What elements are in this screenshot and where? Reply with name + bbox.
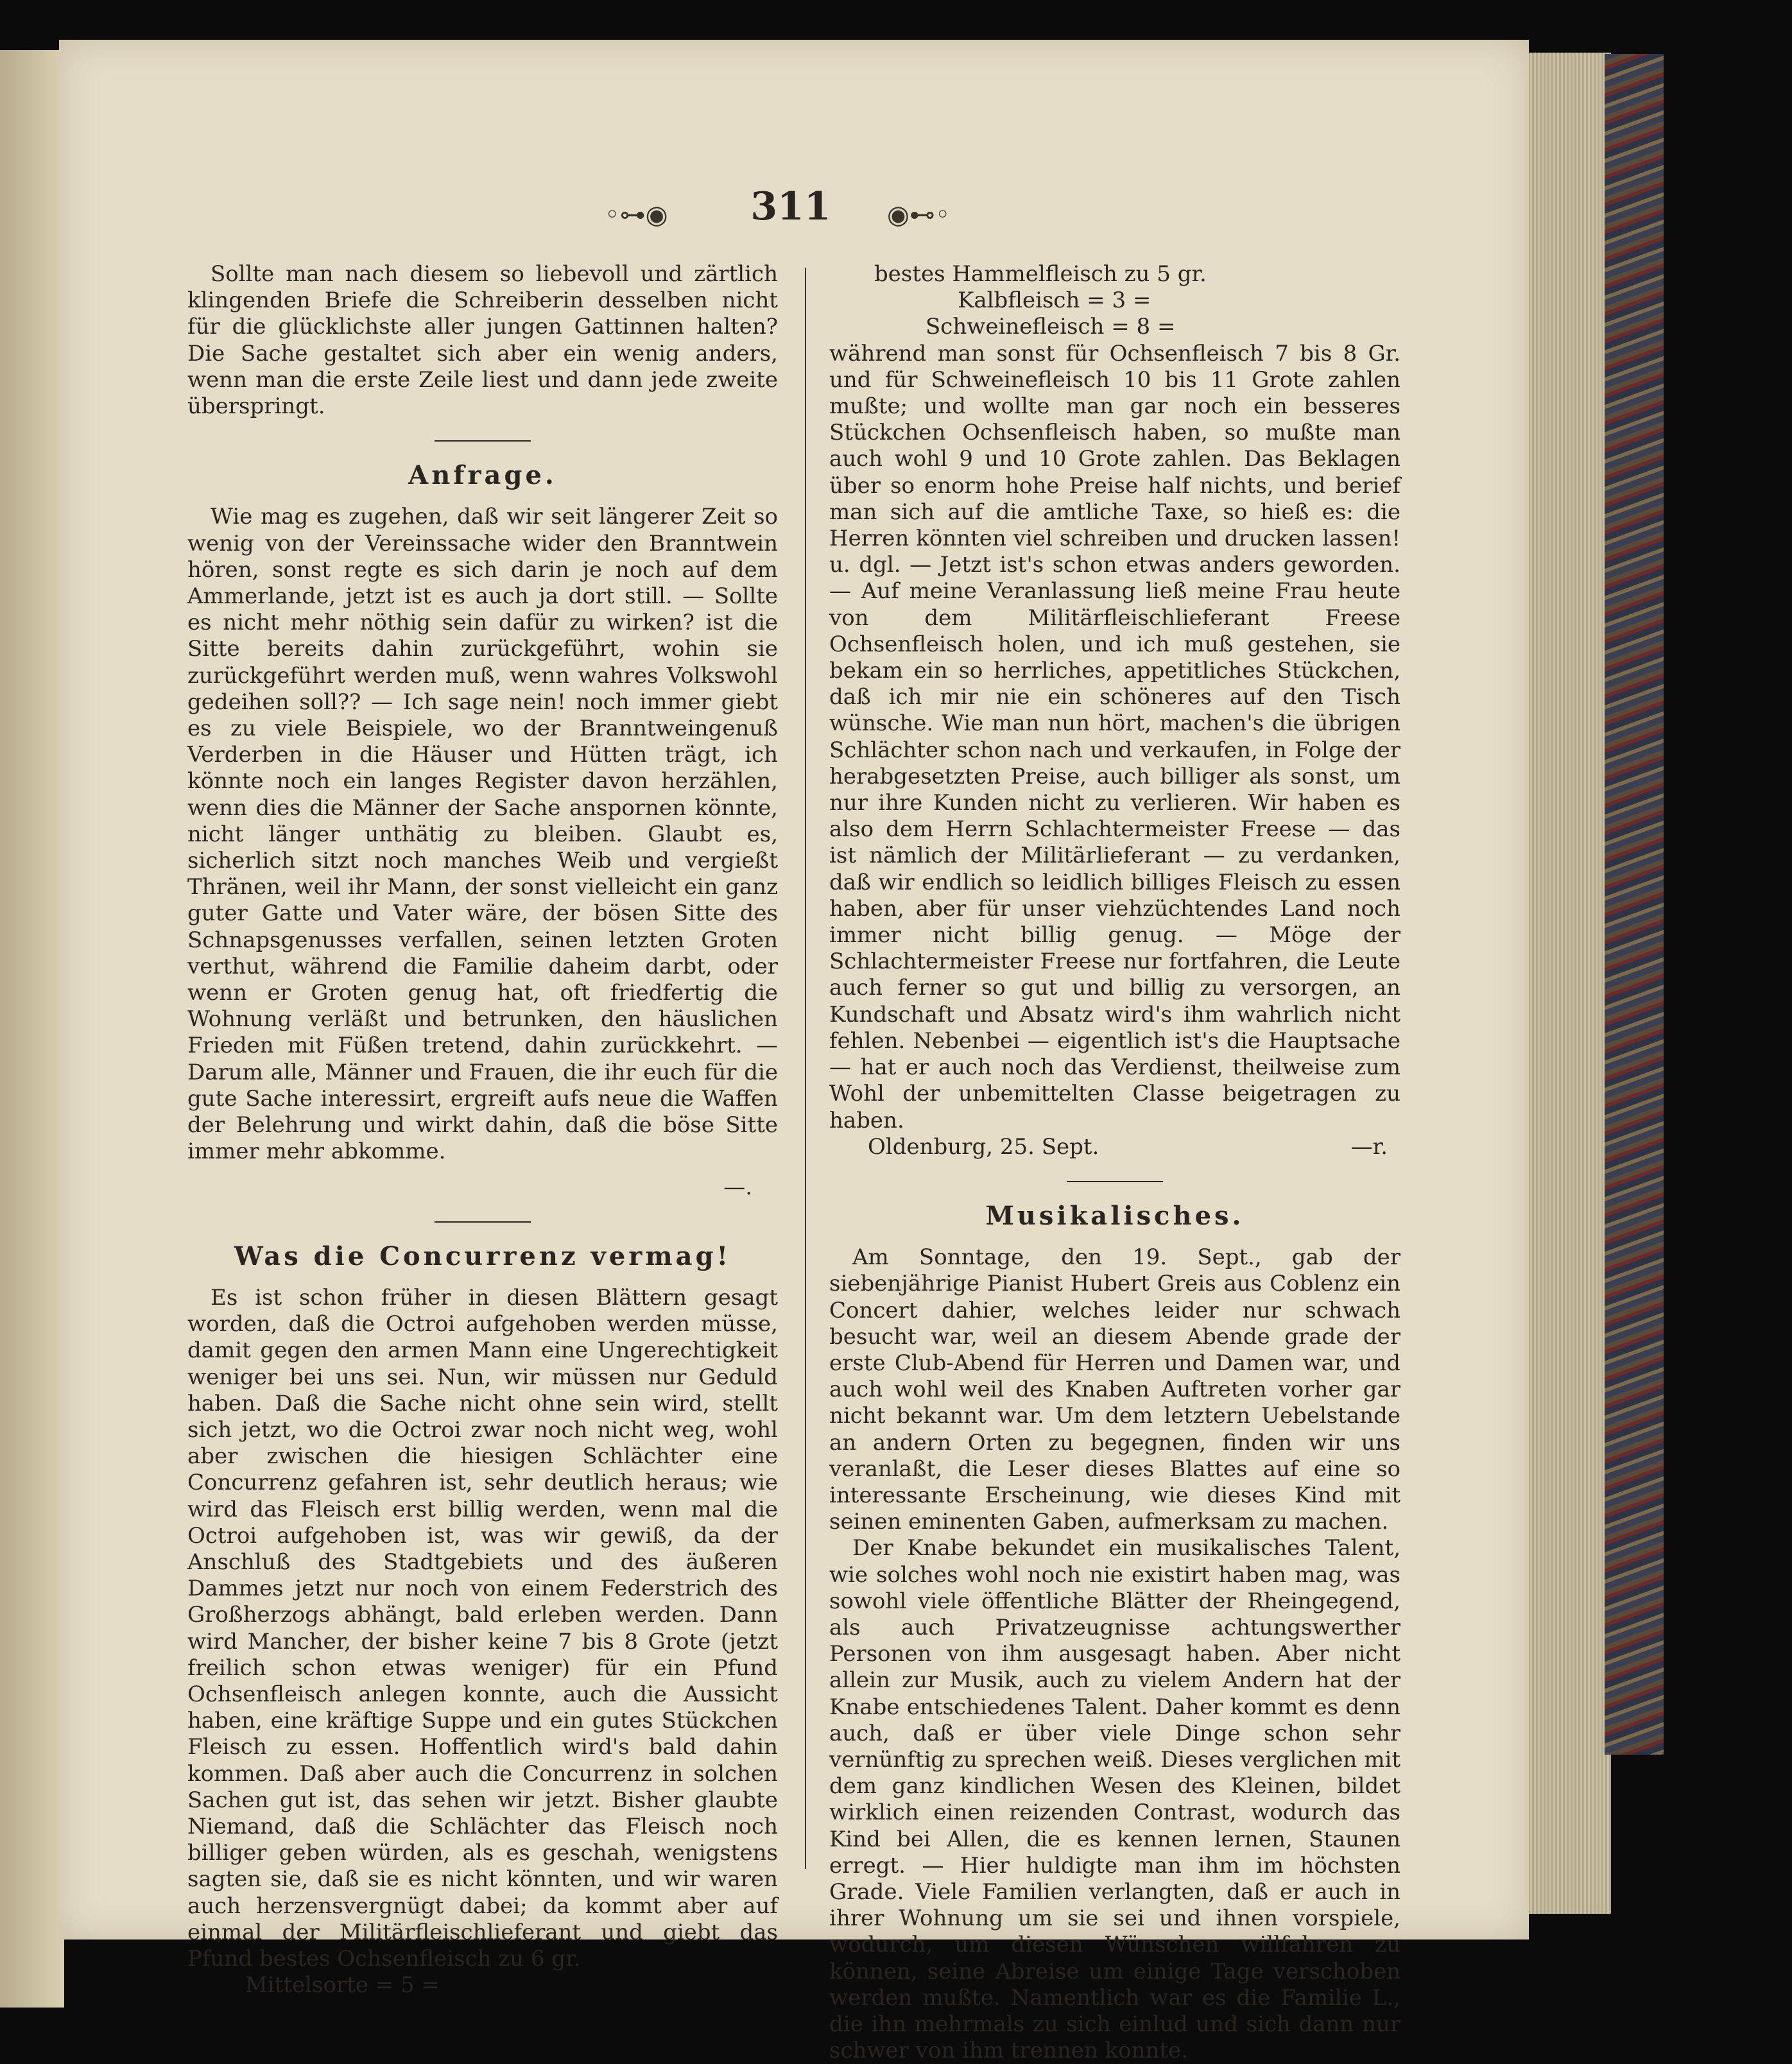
heading-musikalisches: Musikalisches.: [985, 1200, 1245, 1231]
price-row: bestes Hammelfleisch zu 5 gr.: [874, 261, 1207, 287]
heading-anfrage: Anfrage.: [408, 460, 557, 491]
signature: —r.: [1350, 1133, 1388, 1160]
right-column: [829, 261, 1400, 2064]
price-row: Mittelsorte = 5 =: [245, 1972, 440, 1999]
column-rule: [805, 268, 806, 1869]
page-edges: [1515, 53, 1611, 1914]
left-ornament-icon: ◦⊶◉: [605, 200, 668, 230]
left-column: [187, 261, 778, 1999]
place-date: Oldenburg, 25. Sept.: [868, 1133, 1099, 1160]
left-facing-page: [0, 50, 64, 2008]
separator: [435, 1221, 531, 1223]
concurrenz-paragraph: Es ist schon früher in diesen Blättern gesagt worden, daß die Octroi aufgehoben werden müsse, damit gegen den armen Mann eine Ungerechtigkeit weniger bei uns sei. Nun, wir müssen nur Geduld haben. Daß die Sache nicht ohne sein wird, stellt sich jetzt, wo die Octroi zwar noch nicht weg, wohl aber zwischen die hiesigen Schlächter eine Concurrenz gefahren ist, sehr deutlich heraus; wie wird das Fleisch erst billig werden, wenn mal die Octroi aufgehoben ist, was wir gewiß, da der Anschluß des Stadtgebiets und des äußeren Dammes jetzt nur noch von einem Federstrich des Großherzogs abhängt, bald erleben werden. Dann wird Mancher, der bisher keine 7 bis 8 Grote (jetzt freilich schon etwas weniger) für ein Pfund Ochsenfleisch anlegen konnte, auch die Aussicht haben, eine kräftige Suppe und ein gutes Stückchen Fleisch zu essen. Hoffentlich wird's bald dahin kommen. Daß aber auch die Concurrenz in solchen Sachen gut ist, das sehen wir jetzt. Bisher glaubte Niemand, daß die Schlächter das Fleisch noch billiger geben würden, als es geschah, wenigstens sagten sie, daß sie es nicht könnten, und wir waren auch herzensvergnügt dabei; da kommt aber auf einmal der Militärfleischlieferant und giebt das Pfund bestes Ochsenfleisch zu 6 gr.: [187, 1284, 778, 1972]
dateline: [829, 1134, 1400, 1160]
musik-paragraph-2: Der Knabe bekundet ein musikalisches Talent, wie solches wohl noch nie existirt haben mag, was sowohl viele öffentliche Blätter der Rheingegend, als auch Privatzeugnisse achtungswerther Personen von ihm ausgesagt haben. Aber nicht allein zur Musik, auch zu vielem Andern hat der Knabe entschiedenes Talent. Daher kommt es denn auch, daß er über viele Dinge schon sehr vernünftig zu sprechen weiß. Dieses verglichen mit dem ganz kindlichen Wesen des Kleinen, bildet wirklich einen reizenden Contrast, wodurch das Kind bei Allen, die es kennen lernen, Staunen erregt. — Hier huldigte man ihm im höchsten Grade. Viele Familien verlangten, daß er auch in ihrer Wohnung um sie sei und ihnen vorspiele, wodurch, um diesen Wünschen willfahren zu können, seine Abreise um einige Tage verschoben werden mußte. Namentlich war es die Familie L., die ihn mehrmals zu sich einlud und sich dann nur schwer von ihm trennen konnte.: [829, 1535, 1400, 2064]
right-ornament-icon: ◉⊷◦: [887, 200, 951, 230]
price-row: Kalbfleisch = 3 =: [958, 288, 1151, 314]
musik-paragraph-1: Am Sonntage, den 19. Sept., gab der siebenjährige Pianist Hubert Greis aus Coblenz ein Concert dahier, welches leider nur schwach besucht war, weil an diesem Abende grade der erste Club-Abend für Herren und Damen war, und auch wohl weil des Knaben Auftreten vorher gar nicht bekannt war. Um dem letztern Uebelstande an andern Orten zu begegnen, finden wir uns veranlaßt, die Leser dieses Blattes auf eine so interessante Erscheinung, wie dieses Kind mit seinen eminenten Gaben, aufmerksam zu machen.: [829, 1244, 1400, 1535]
anfrage-paragraph: Wie mag es zugehen, daß wir seit längerer Zeit so wenig von der Vereinssache wider den Branntwein hören, sonst regte es sich darin je noch auf dem Ammerlande, jetzt ist es auch ja dort still. — Sollte es nicht mehr nöthig sein dafür zu wirken? ist die Sitte bereits dahin zurückgeführt, wohin sie zurückgeführt werden muß, wenn wahres Volkswohl gedeihen soll?? — Ich sage nein! noch immer giebt es zu viele Beispiele, wo der Branntweingenuß Verderben in die Häuser und Hütten trägt, ich könnte noch ein langes Register davon herzählen, wenn dies die Männer der Sache anspornen könnte, nicht länger unthätig zu bleiben. Glaubt es, sicherlich sitzt noch manches Weib und vergießt Thränen, weil ihr Mann, der sonst vielleicht ein ganz guter Gatte und Vater wäre, der bösen Sitte des Schnapsgenusses verfallen, seinen letzten Groten verthut, während die Familie daheim darbt, oder wenn er Groten genug hat, oft friedfertig die Wohnung verläßt und betrunken, den häuslichen Frieden mit Füßen tretend, dahin zurückkehrt. — Darum alle, Männer und Frauen, die ihr euch für die gute Sache interessirt, ergreift aufs neue die Waffen der Belehrung und wirkt dahin, daß die böse Sitte immer mehr abkomme.: [187, 504, 778, 1165]
separator: [1067, 1181, 1163, 1182]
intro-paragraph: Sollte man nach diesem so liebevoll und zärtlich klingenden Briefe die Schreiberin desselben nicht für die glücklichste aller jungen Gattinnen halten? Die Sache gestaltet sich aber ein wenig anders, wenn man die erste Zeile liest und dann jede zweite überspringt.: [187, 261, 778, 420]
newspaper-page: [59, 40, 1529, 2064]
price-row: Schweinefleisch = 8 =: [926, 314, 1176, 340]
concurrenz-continued: während man sonst für Ochsenfleisch 7 bis 8 Gr. und für Schweinefleisch 10 bis 11 Grote zahlen mußte; und wollte man gar noch ein besseres Stückchen Ochsenfleisch haben, so mußte man auch wohl 9 und 10 Grote zahlen. Das Beklagen über so enorm hohe Preise half nichts, und berief man sich auf die amtliche Taxe, so hieß es: die Herren könnten viel schreiben und drucken lassen! u. dgl. — Jetzt ist's schon etwas anders geworden. — Auf meine Veranlassung ließ meine Frau heute von dem Militärfleischlieferant Freese Ochsenfleisch holen, und ich muß gestehen, sie bekam ein so herrliches, appetitliches Stückchen, daß ich mir nie ein schöneres auf den Tisch wünsche. Wie man nun hört, machen's die übrigen Schlächter schon nach und verkaufen, in Folge der herabgesetzten Preise, auch billiger als sonst, um nur ihre Kunden nicht zu verlieren. Wir haben es also dem Herrn Schlachtermeister Freese — das ist nämlich der Militärlieferant — zu verdanken, daß wir endlich so leidlich billiges Fleisch zu essen haben, aber für unser viehzüchtendes Land noch immer nicht billig genug. — Möge der Schlachtermeister Freese nur fortfahren, die Leute auch ferner so gut und billig zu versorgen, an Kundschaft und Absatz wird's ihm wahrlich nicht fehlen. Nebenbei — eigentlich ist's die Hauptsache — hat er auch noch das Verdienst, theilweise zum Wohl der unbemittelten Classe beigetragen zu haben.: [829, 340, 1400, 1133]
marbled-cover: [1605, 54, 1664, 1755]
separator: [435, 440, 531, 442]
heading-concurrenz: Was die Concurrenz vermag!: [234, 1241, 732, 1271]
page-number: 311: [750, 184, 831, 229]
signature: —.: [723, 1174, 752, 1200]
